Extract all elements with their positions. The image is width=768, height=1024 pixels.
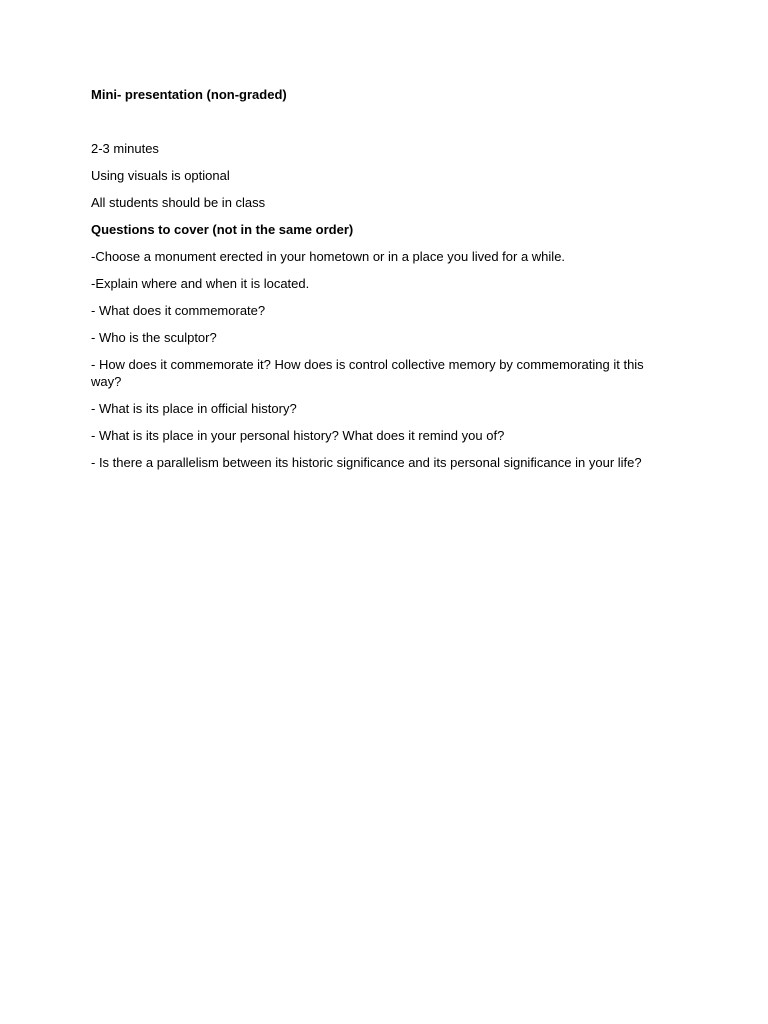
questions-heading: Questions to cover (not in the same order): [91, 222, 354, 237]
question-item: - Who is the sculptor?: [91, 330, 217, 345]
question-item: - What is its place in your personal history? What does it remind you of?: [91, 428, 505, 443]
question-item: - What is its place in official history?: [91, 401, 297, 416]
document-title: Mini- presentation (non-graded): [91, 87, 287, 102]
document-body: [91, 86, 671, 481]
question-item: -Choose a monument erected in your hometown or in a place you lived for a while.: [91, 249, 566, 264]
question-item: -Explain where and when it is located.: [91, 276, 310, 291]
detail-visuals: Using visuals is optional: [91, 168, 230, 183]
question-item: - Is there a parallelism between its historic significance and its personal significance in your life?: [91, 455, 642, 470]
question-item: - What does it commemorate?: [91, 303, 266, 318]
detail-duration: 2-3 minutes: [91, 141, 159, 156]
question-item: - How does it commemorate it? How does is control collective memory by commemorating it this way?: [91, 357, 644, 389]
detail-attendance: All students should be in class: [91, 195, 266, 210]
spacer: [91, 103, 671, 140]
